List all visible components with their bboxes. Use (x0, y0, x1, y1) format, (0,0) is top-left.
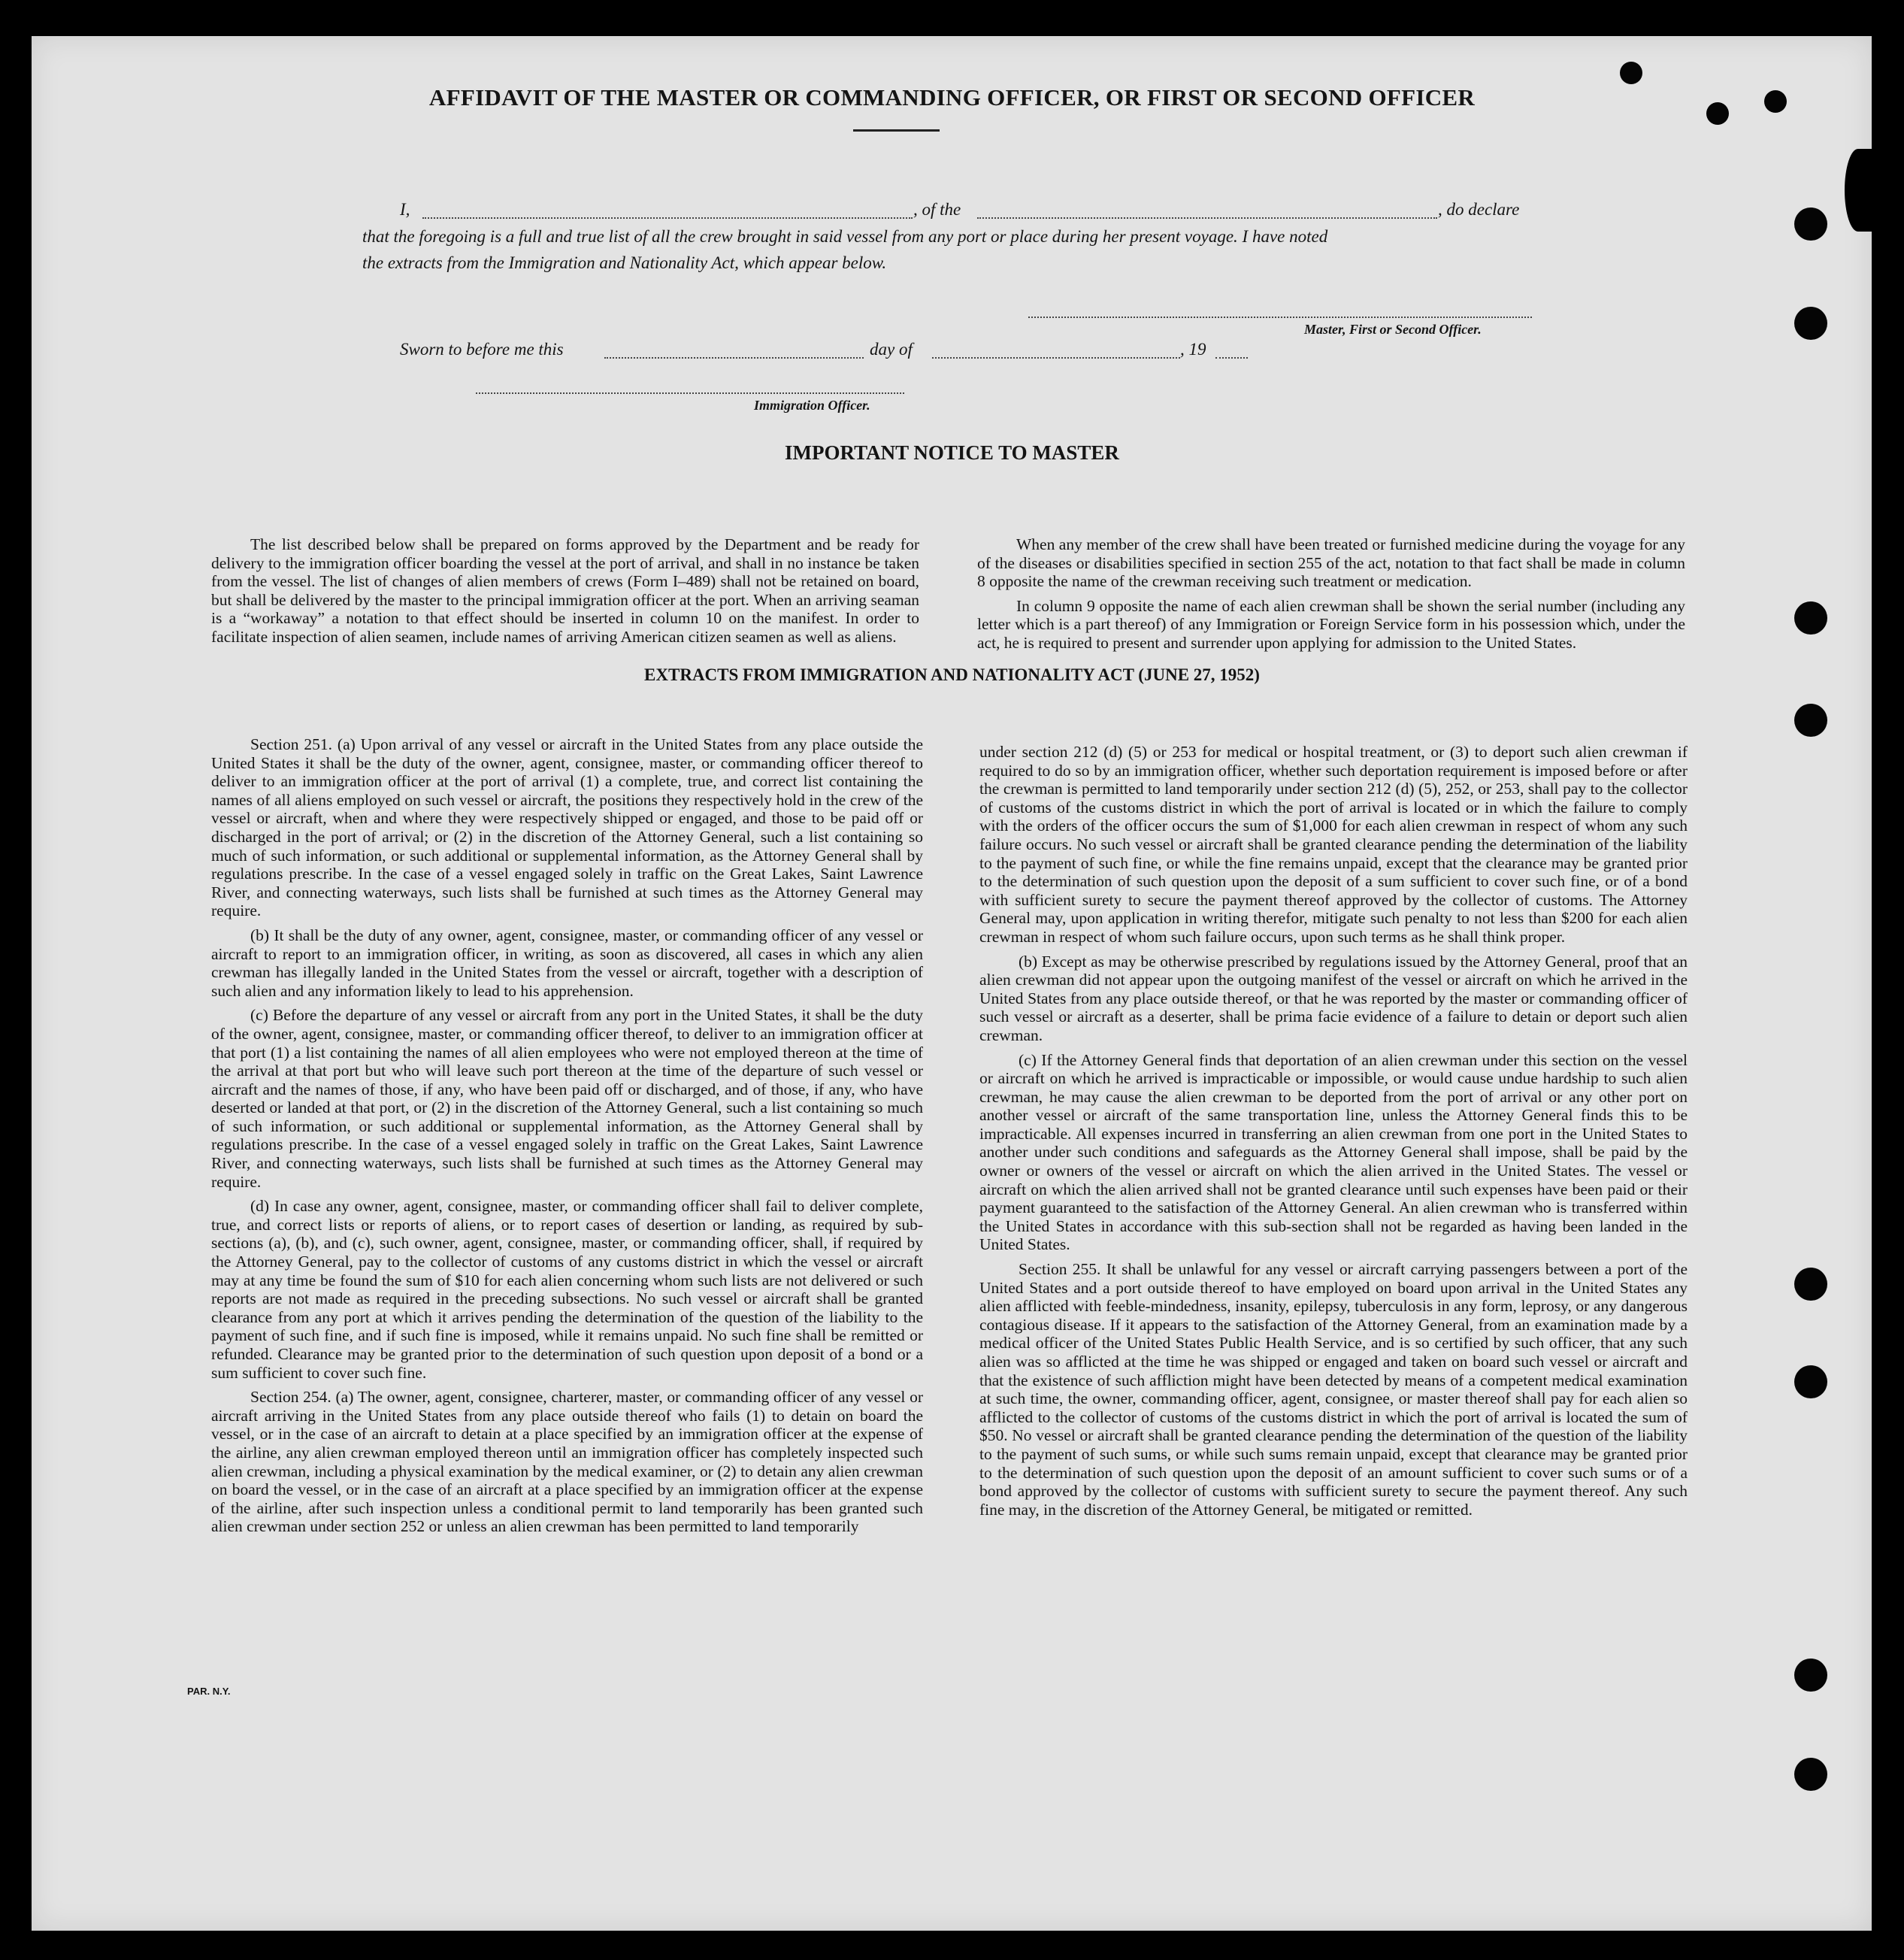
day-of-label: day of (870, 340, 913, 359)
punch-hole (1794, 1758, 1827, 1791)
master-signature-line (1028, 317, 1532, 318)
notice-paragraph: When any member of the crew shall have been treated or furnished medicine during the voyage for any of the diseases or disabilities specified in section 255 of the act, notation to that fact shall be made in column 8 opposite the name of the crewman receiving such treatment or medication. (977, 535, 1685, 591)
sworn-label: Sworn to before me this (400, 340, 564, 359)
extracts-left-column (211, 735, 923, 1542)
punch-hole (1794, 307, 1827, 340)
immigration-officer-caption: Immigration Officer. (754, 398, 870, 413)
declare-do-declare-label: , do declare (1438, 200, 1520, 219)
notice-left-column (211, 535, 919, 653)
section-255: Section 255. It shall be unlawful for any vessel or aircraft carrying passengers between a port of the United States and a port outside thereof to have employed on board upon arrival in the United States any alien afflicted with feeble-mindedness, insanity, epilepsy, tuberculosis in any form, leprosy, or any dangerous contagious disease. If it appears to the satisfaction of the Attorney General, from an examination made by a medical officer of the United States Public Health Service, and is so certified by such officer, that any such alien was so afflicted at the time he was shipped or engaged and taken on board such vessel or aircraft and that the existence of such affliction might have been detected by means of a competent medical examination at such time, the owner, commanding officer, agent, consignee, or master thereof shall pay for each alien so afflicted to the collector of customs of the customs district in which the port of arrival is located the sum of $50. No vessel or aircraft shall be granted clearance pending the determination of the question of the liability to the payment of such sums, or while such sums remain unpaid, except that clearance may be granted prior to the determination of such question upon the deposit of an amount sufficient to cover such sums or of a bond approved by the collector of customs with sufficient surety to secure the payment thereof. Any such fine may, in the discretion of the Attorney General, be mitigated or remitted. (979, 1260, 1688, 1519)
section-251-b: (b) It shall be the duty of any owner, agent, consignee, master, or commanding officer of any vessel or aircraft to report to an immigration officer, in writing, as soon as discovered, all cases in which any alien crewman has illegally landed in the United States from the vessel or aircraft, together with a description of such alien and any information likely to lead to his apprehension. (211, 925, 923, 1000)
section-254-b: (b) Except as may be otherwise prescribed by regulations issued by the Attorney General, proof that an alien crewman did not appear upon the outgoing manifest of the vessel or aircraft on which he arrived in the United States from any place outside thereof, or that he was reported by the master or commanding officer of such vessel or aircraft as a deserter, shall be prima facie evidence of a failure to detain or deport such alien crewman. (979, 952, 1688, 1044)
sworn-day-fill-line (604, 357, 864, 359)
notice-right-column (977, 535, 1685, 659)
section-254-c: (c) If the Attorney General finds that deportation of an alien crewman under this section on the vessel or aircraft on which he arrived is impracticable or impossible, or would cause undue hardship to such alien crewman, he may cause the alien crewman to be deported from the port of arrival or any other port on another vessel or aircraft of the same transportation line, unless the Attorney General finds this to be impracticable. All expenses incurred in transferring an alien crewman from one port in the United States to another under such conditions and safeguards as the Attorney General shall impose, shall be paid by the owner or owners of the vessel or aircraft on which the alien arrived in the United States. The vessel or aircraft on which the alien arrived shall not be granted clearance until such expenses have been paid or their payment guaranteed to the satisfaction of the Attorney General. An alien crewman who is transferred within the United States in accordance with this sub-section shall not be regarded as having been landed in the United States. (979, 1050, 1688, 1254)
section-254-a: Section 254. (a) The owner, agent, consignee, charterer, master, or commanding officer of any vessel or aircraft arriving in the United States from any place outside thereof who fails (1) to detain on board the vessel, or in the case of an aircraft to detain at a place specified by an immigration officer at the expense of the airline, any alien crewman employed thereon until an immigration officer has completely inspected such alien crewman, including a physical examination by the medical examiner, or (2) to detain any alien crewman on board the vessel, or in the case of an aircraft at a place specified by an immigration officer at the expense of the airline, after such inspection unless a conditional permit to land temporarily has been granted such alien crewman under section 252 or unless an alien crewman has been permitted to land temporarily (211, 1388, 923, 1536)
print-code: PAR. N.Y. (187, 1686, 231, 1697)
declare-i-label: I, (400, 200, 410, 219)
declare-of-the-label: , of the (913, 200, 961, 219)
punch-hole (1794, 1268, 1827, 1301)
master-signature-caption: Master, First or Second Officer. (1304, 322, 1482, 337)
punch-hole (1794, 1659, 1827, 1692)
section-251-a: Section 251. (a) Upon arrival of any vessel or aircraft in the United States from any place outside the United States it shall be the duty of the owner, agent, consignee, master, or commanding officer thereof to deliver to an immigration officer at the port of arrival (1) a complete, true, and correct list containing the names of all aliens employed on such vessel or aircraft, the positions they respectively hold in the crew of the vessel or aircraft, when and where they were respectively shipped or engaged, and those to be paid off or discharged in the port of arrival; or (2) in the discretion of the Attorney General, such a list containing so much of such information, or such additional or supplemental information, as the Attorney General shall by regulations prescribe. In the case of a vessel engaged solely in traffic on the Great Lakes, Saint Lawrence River, and connecting waterways, such lists shall be furnished at such times as the Attorney General may require. (211, 735, 923, 920)
section-251-c: (c) Before the departure of any vessel or aircraft from any port in the United States, it shall be the duty of the owner, agent, consignee, master, or commanding officer thereof, to deliver to an immigration officer at that port (1) a list containing the names of all alien employees who were not employed thereon at the time of the arrival at that port but who will leave such port thereon at the time of the departure of such vessel or aircraft and the names of those, if any, who have been paid off or discharged, and of those, if any, who have deserted or landed at that port, or (2) in the discretion of the Attorney General, such a list containing so much of such information, or such additional or supplemental information, as the Attorney General shall by regulations prescribe. In the case of a vessel engaged solely in traffic on the Great Lakes, Saint Lawrence River, and connecting waterways, such lists shall be furnished at such times as the Attorney General may require. (211, 1006, 923, 1191)
punch-hole (1794, 704, 1827, 737)
sworn-year-fill-line (1215, 357, 1248, 359)
punch-hole (1794, 601, 1827, 635)
punch-hole (1620, 62, 1642, 84)
name-fill-line (422, 217, 913, 219)
declare-line-2: that the foregoing is a full and true list of all the crew brought in said vessel from any port or place during her present voyage. I have noted (362, 227, 1328, 246)
page-damage (1845, 149, 1872, 232)
year-label: , 19 (1180, 340, 1206, 359)
immigration-officer-signature-line (476, 392, 904, 394)
notice-paragraph: In column 9 opposite the name of each alien crewman shall be shown the serial number (including any letter which is a part thereof) of any Immigration or Foreign Service form in his possession which, under the act, he is required to present and surrender upon applying for admission to the United States. (977, 596, 1685, 652)
section-251-d: (d) In case any owner, agent, consignee, master, or commanding officer shall fail to deliver complete, true, and correct lists or reports of aliens, or to report cases of desertion or landing, as required by sub-sections (a), (b), and (c), such owner, agent, consignee, master, or commanding officer, shall, if required by the Attorney General, pay to the collector of customs of any customs district in which the vessel or aircraft may at any time be found the sum of $10 for each alien concerning whom such lists are not delivered or such reports are not made as required in the preceding subsections. No such vessel or aircraft shall be granted clearance from any port at which it arrives pending the determination of the question of the liability to the payment of such fine, and if such fine is imposed, while it remains unpaid. No such fine shall be remitted or refunded. Clearance may be granted prior to the determination of such question upon deposit of a bond or a sum sufficient to cover such fine. (211, 1197, 923, 1382)
vessel-fill-line (977, 217, 1437, 219)
notice-paragraph: The list described below shall be prepared on forms approved by the Department and be ready for delivery to the immigration officer boarding the vessel at the port of arrival, and shall in no instance be taken from the vessel. The list of changes of alien members of crews (Form I–489) shall not be retained on board, but shall be delivered by the master to the principal immigration officer at the port. When an arriving seaman is a “workaway” a notation to that effect should be inserted in column 10 on the manifest. In order to facilitate inspection of alien seamen, include names of arriving American citizen seamen as well as aliens. (211, 535, 919, 646)
affidavit-title: AFFIDAVIT OF THE MASTER OR COMMANDING OFFICER, OR FIRST OR SECOND OFFICER (428, 84, 1476, 111)
notice-title: IMPORTANT NOTICE TO MASTER (785, 441, 1119, 464)
punch-hole (1794, 208, 1827, 241)
declare-line-3: the extracts from the Immigration and Nationality Act, which appear below. (362, 253, 887, 272)
punch-hole (1794, 1365, 1827, 1398)
section-254-a-continued: under section 212 (d) (5) or 253 for medical or hospital treatment, or (3) to deport such alien crewman if required to do so by an immigration officer, whether such deportation requirement is imposed before or after the crewman is permitted to land temporarily under section 212 (d) (5), 252, or 253, shall pay to the collector of customs of the customs district in which the port of arrival is located or in which the failure to comply with the orders of the officer occurs the sum of $1,000 for each alien crewman in respect of whom any such failure occurs. No such vessel or aircraft shall be granted clearance pending the determination of the liability to the payment of such fine, or while the fine remains unpaid, except that the clearance may be granted prior to the determination of such question upon the deposit of a sum sufficient to cover such fine, or of a bond with sufficient surety to secure the payment thereof approved by the collector of customs. The Attorney General may, upon application in writing therefor, mitigate such penalty to not less than $200 for each alien crewman in respect of whom such failure occurs, upon such terms as he shall think proper. (979, 743, 1688, 946)
sworn-month-fill-line (932, 357, 1180, 359)
title-rule (853, 129, 940, 132)
extracts-title: EXTRACTS FROM IMMIGRATION AND NATIONALITY ACT (JUNE 27, 1952) (644, 665, 1260, 684)
extracts-right-column (979, 743, 1688, 1525)
